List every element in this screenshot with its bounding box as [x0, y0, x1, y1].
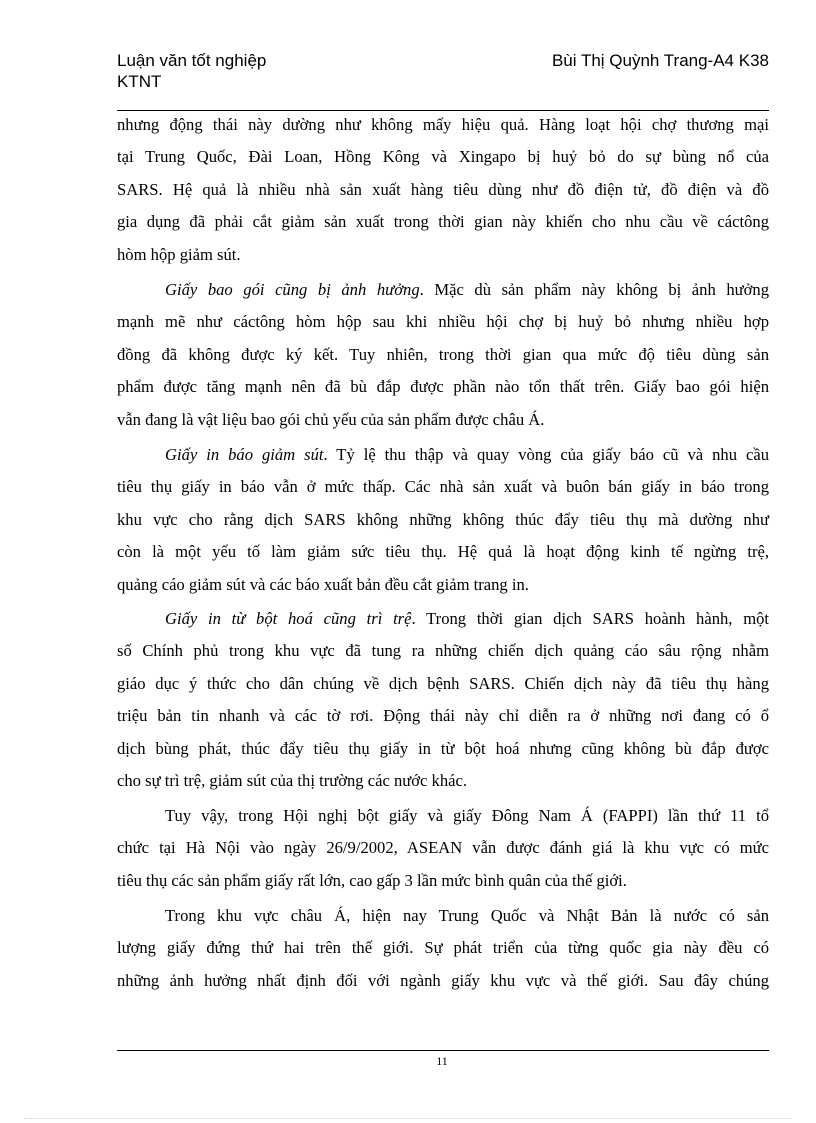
- line-text: chức tại Hà Nội vào ngày 26/9/2002, ASEAN vẫn được đánh giá là khu vực có mức: [117, 838, 769, 858]
- paragraph-line: [117, 344, 769, 366]
- paragraph-line: [117, 738, 769, 760]
- line-text: . Trong thời gian dịch SARS hoành hành, một: [411, 609, 770, 628]
- line-text: dịch bùng phát, thúc đẩy tiêu thụ giấy in từ bột hoá nhưng cũng không bù đắp được: [117, 738, 769, 758]
- paragraph-line: [117, 805, 769, 827]
- line-text: nhưng động thái này dường như không mấy hiệu quả. Hàng loạt hội chợ thương mại: [117, 115, 769, 134]
- paragraph-line: [117, 837, 769, 859]
- line-text: tiêu thụ các sản phẩm giấy rất lớn, cao gấp 3 lần mức bình quân của thế giới.: [117, 870, 627, 890]
- line-text: . Mặc dù sản phẩm này không bị ảnh hưởng: [419, 280, 769, 299]
- paragraph-line: [117, 311, 769, 333]
- line-text: . Tỷ lệ thu thập và quay vòng của giấy báo cũ và nhu cầu: [323, 445, 769, 464]
- paragraph-line: [117, 376, 769, 398]
- paragraph-line: [117, 770, 769, 792]
- footer-rule: [117, 1050, 769, 1051]
- line-text: quảng cáo giảm sút và các báo xuất bản đều cắt giảm trang in.: [117, 574, 529, 594]
- line-text: còn là một yếu tố làm giảm sức tiêu thụ. Hệ quả là hoạt động kinh tế ngừng trệ,: [117, 542, 769, 562]
- paragraph-line: [117, 673, 769, 695]
- italic-lead: Giấy in báo giảm sút: [165, 445, 324, 464]
- paragraph-line: [117, 541, 769, 563]
- paragraph-line: [117, 640, 769, 662]
- page-boundary: [24, 1118, 792, 1119]
- line-text: SARS. Hệ quả là nhiều nhà sản xuất hàng tiêu dùng như đồ điện tử, đồ điện và đồ: [117, 179, 769, 199]
- paragraph-line: [117, 509, 769, 531]
- paragraph-line: [117, 705, 769, 727]
- line-text: đồng đã không được ký kết. Tuy nhiên, trong thời gian qua mức độ tiêu dùng sản: [117, 344, 769, 364]
- paragraph-line: [117, 279, 769, 301]
- paragraph-line: [117, 476, 769, 498]
- paragraph-line: [117, 444, 769, 466]
- paragraph-line: [117, 211, 769, 233]
- line-text: hòm hộp giảm sút.: [117, 244, 241, 264]
- header-rule: [117, 110, 769, 111]
- line-text: số Chính phủ trong khu vực đã tung ra những chiến dịch quảng cáo sâu rộng nhằm: [117, 641, 769, 661]
- line-text: tiêu thụ giấy in báo vẫn ở mức thấp. Các nhà sản xuất và buôn bán giấy in báo trong: [117, 477, 769, 497]
- line-text: khu vực cho rằng dịch SARS không những không thúc đẩy tiêu thụ mà dường như: [117, 509, 769, 529]
- paragraph-line: [117, 905, 769, 927]
- header-title: Luận văn tốt nghiệp: [117, 51, 267, 70]
- paragraph-line: [117, 608, 769, 630]
- paragraph-line: [117, 146, 769, 168]
- paragraph-line: [117, 114, 769, 136]
- line-text: vẫn đang là vật liệu bao gói chủ yếu của sản phẩm được châu Á.: [117, 409, 545, 429]
- paragraph-line: [117, 244, 769, 266]
- line-text: những ảnh hưởng nhất định đối với ngành giấy khu vực và thế giới. Sau đây chúng: [117, 970, 769, 990]
- line-text: giáo dục ý thức cho dân chúng về dịch bệnh SARS. Chiến dịch này đã tiêu thụ hàng: [117, 673, 769, 693]
- paragraph-line: [117, 179, 769, 201]
- paragraph-line: [117, 870, 769, 892]
- paragraph-line: [117, 409, 769, 431]
- line-text: triệu bản tin nhanh và các tờ rơi. Động thái này chỉ diễn ra ở những nơi đang có ổ: [117, 706, 769, 726]
- italic-lead: Giấy bao gói cũng bị ảnh hưởng: [165, 280, 420, 299]
- paragraph-line: [117, 970, 769, 992]
- line-text: gia dụng đã phải cắt giảm sản xuất trong thời gian này khiến cho nhu cầu về cáctông: [117, 212, 769, 232]
- italic-lead: Giấy in từ bột hoá cũng trì trệ: [165, 609, 412, 628]
- page-number: 11: [436, 1054, 448, 1068]
- header-subtitle: KTNT: [117, 72, 162, 91]
- line-text: phẩm được tăng mạnh nên đã bù đắp được phần nào tổn thất trên. Giấy bao gói hiện: [117, 377, 769, 397]
- line-text: Tuy vậy, trong Hội nghị bột giấy và giấy Đông Nam Á (FAPPI) lần thứ 11 tổ: [165, 806, 769, 825]
- line-text: tại Trung Quốc, Đài Loan, Hồng Kông và Xingapo bị huỷ bỏ do sự bùng nổ của: [117, 147, 769, 167]
- paragraph-line: [117, 937, 769, 959]
- line-text: cho sự trì trệ, giảm sút của thị trường các nước khác.: [117, 771, 468, 790]
- line-text: mạnh mẽ như cáctông hòm hộp sau khi nhiều hội chợ bị huỷ bỏ nhưng nhiều hợp: [117, 312, 769, 332]
- header-author: Bùi Thị Quỳnh Trang-A4 K38: [551, 51, 769, 70]
- paragraph-line: [117, 574, 769, 596]
- line-text: lượng giấy đứng thứ hai trên thế giới. Sự phát triển của từng quốc gia này đều có: [117, 938, 769, 958]
- line-text: Trong khu vực châu Á, hiện nay Trung Quốc và Nhật Bản là nước có sản: [165, 906, 769, 925]
